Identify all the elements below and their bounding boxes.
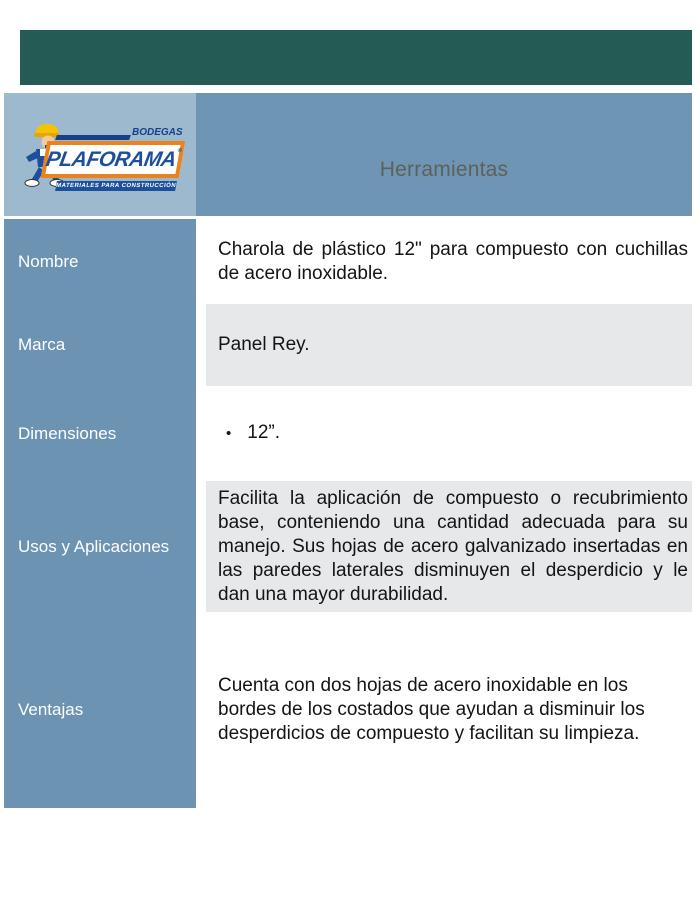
row-label-nombre: Nombre	[4, 219, 196, 304]
bullet-icon: •	[226, 425, 232, 442]
logo-bodegas-bar	[55, 135, 131, 140]
column-gutter	[196, 219, 206, 304]
spec-table	[4, 93, 692, 808]
logo-tagline: MATERIALES PARA CONSTRUCCIÓN	[55, 183, 177, 189]
plaforama-logo	[41, 141, 186, 178]
row-label-usos: Usos y Aplicaciones	[4, 481, 196, 612]
logo-wordmark: PLAFORAMA®	[44, 147, 182, 171]
row-label-dimensiones: Dimensiones	[4, 386, 196, 481]
table-row-usos	[4, 481, 692, 612]
column-gutter	[196, 612, 206, 808]
column-gutter	[196, 386, 206, 481]
logo-bodegas-label: BODEGAS	[132, 127, 183, 138]
category-header-cell	[196, 93, 692, 216]
column-gutter	[196, 304, 206, 386]
column-gutter	[196, 481, 206, 612]
row-value-dimensiones: • 12”.	[206, 386, 692, 481]
row-value-marca: Panel Rey.	[206, 304, 692, 386]
table-row-dimensiones	[4, 386, 692, 481]
logo-cell	[4, 93, 196, 216]
registered-mark: ®	[176, 147, 182, 154]
row-label-marca: Marca	[4, 304, 196, 386]
category-title: Herramientas	[379, 157, 509, 181]
table-row-marca	[4, 304, 692, 386]
row-label-ventajas: Ventajas	[4, 612, 196, 808]
table-row-nombre	[4, 219, 692, 304]
row-value-usos: Facilita la aplicación de compuesto o recubrimiento base, conteniendo una cantidad adecuada para su manejo. Sus hojas de acero galvanizado insertadas en las paredes laterales disminuyen el desperdicio y le dan una mayor durabilidad.	[206, 481, 692, 612]
table-header-row	[4, 93, 692, 216]
row-value-nombre: Charola de plástico 12" para compuesto con cuchillas de acero inoxidable.	[218, 238, 688, 284]
table-row-ventajas	[4, 612, 692, 808]
row-value-ventajas: Cuenta con dos hojas de acero inoxidable en los bordes de los costados que ayudan a disminuir los desperdicios de compuesto y facilitan su limpieza.	[218, 675, 645, 744]
top-category-bar	[20, 30, 692, 85]
